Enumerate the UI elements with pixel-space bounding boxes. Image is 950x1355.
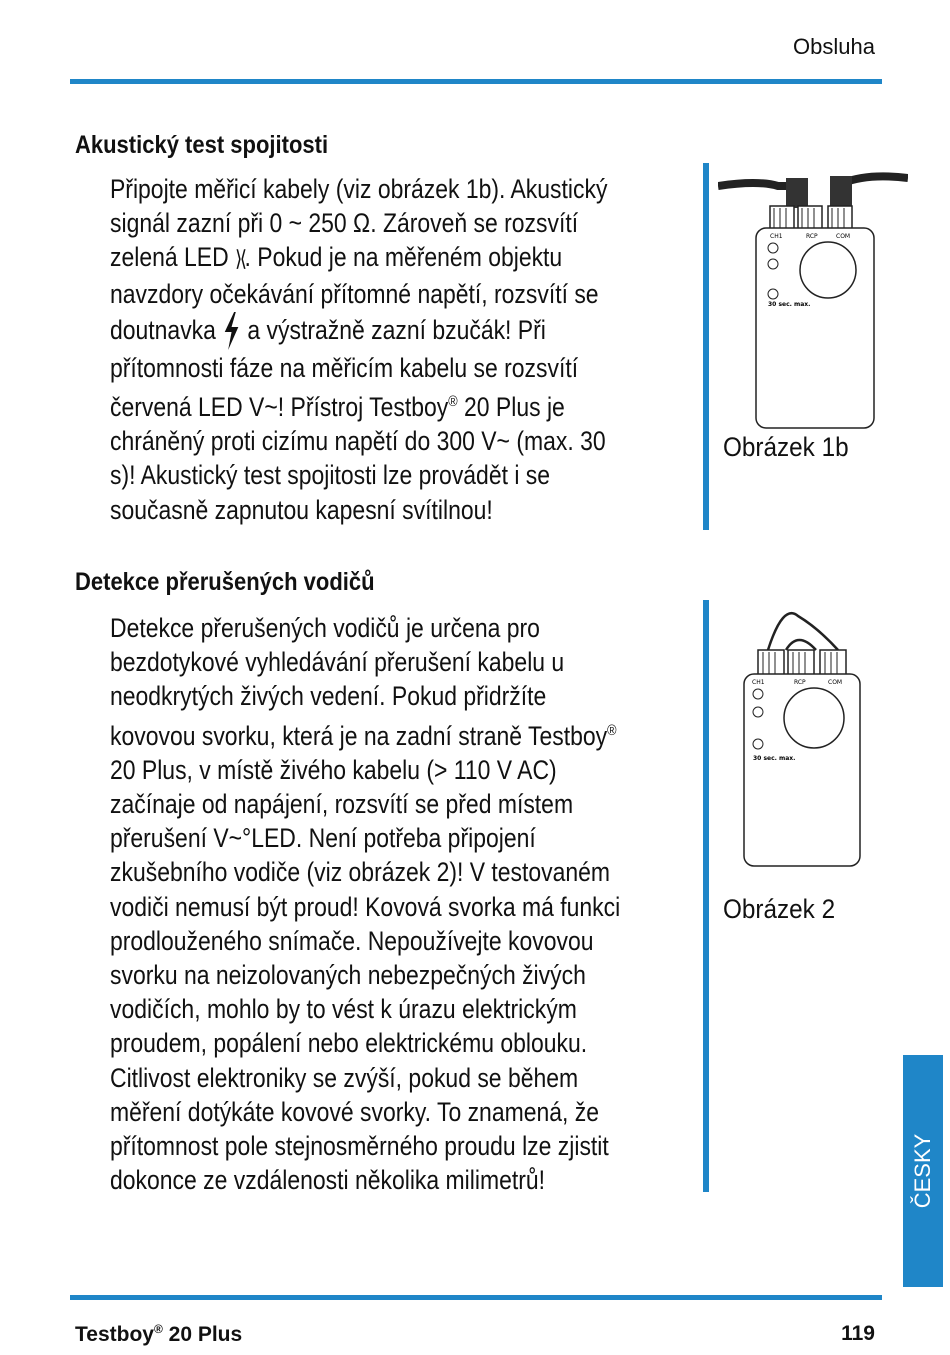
terminal-label-ch1: CH1 — [752, 679, 765, 686]
figure1-note: 30 sec. max. — [768, 301, 811, 308]
section-body-broken-wire — [110, 611, 637, 1197]
figure1-bar — [703, 163, 709, 530]
footer-rule — [70, 1295, 882, 1300]
section-body-continuity — [110, 172, 637, 527]
paragraph: Připojte měřicí kabely (viz obrázek 1b). Akustický signál zazní při 0 ~ 250 Ω. Zároveň se rozsvítí zelená LED ⟩⟨. Pokud je na měřeném objektu navzdory očekávání přítomné napětí, rozsvítí se doutnavka a výstražně zazní bzučák! Při přítomnosti fáze na měřicím kabelu se rozsvítí červená LED V~! Přístroj Testboy® 20 Plus je chráněný proti cizímu napětí do 300 V~ (max. 30 s)! Akustický test spojitosti lze provádět i se současně zapnutou kapesní svítilnou! — [110, 174, 608, 525]
language-tab — [903, 1055, 943, 1287]
led-icon: ⟩⟨ — [235, 246, 245, 272]
lightning-icon — [222, 311, 241, 351]
terminal-label-ch1: CH1 — [770, 233, 783, 240]
running-header: Obsluha — [793, 34, 875, 59]
terminal-label-rcp: RCP — [794, 679, 806, 686]
terminal-label-rcp: RCP — [806, 233, 818, 240]
language-tab-label: ČESKY — [910, 1133, 935, 1209]
figure2-caption: Obrázek 2 — [723, 894, 836, 924]
figure2-device-image — [738, 608, 868, 870]
terminal-label-com: COM — [836, 233, 851, 240]
paragraph: Detekce přerušených vodičů je určena pro bezdotykové vyhledávání přerušení kabelu u neodkrytých živých vedení. Pokud přidržíte kovovou svorku, která je na zadní straně Testboy® 20 Plus, v místě živého kabelu (> 110 V AC) začínaje od napájení, rozsvítí se před místem přerušení V~°LED. Není potřeba připojení zkušebního vodiče (viz obrázek 2)! V testovaném vodiči nemusí být proud! Kovová svorka má funkci prodlouženého snímače. Nepoužívejte kovovou svorku na neizolovaných nebezpečných živých vodičích, mohlo by to vést k úrazu elektrickým proudem, popálení nebo elektrickému oblouku. Citlivost elektroniky se zvýší, pokud se během měření dotýkáte kovové svorky. To znamená, že přítomnost pole stejnosměrného proudu lze zjistit dokonce ze vzdálenosti několika milimetrů! — [110, 613, 621, 1196]
figure1-device-image — [718, 168, 908, 430]
section-title-broken-wire: Detekce přerušených vodičů — [75, 568, 375, 596]
header-rule — [70, 79, 882, 84]
footer-brand: Testboy® 20 Plus — [75, 1322, 243, 1346]
terminal-label-com: COM — [828, 679, 843, 686]
section-title-continuity: Akustický test spojitosti — [75, 131, 329, 159]
page-number: 119 — [841, 1322, 875, 1345]
figure1-caption: Obrázek 1b — [723, 432, 849, 462]
figure2-bar — [703, 600, 709, 1192]
figure2-note: 30 sec. max. — [753, 755, 796, 762]
